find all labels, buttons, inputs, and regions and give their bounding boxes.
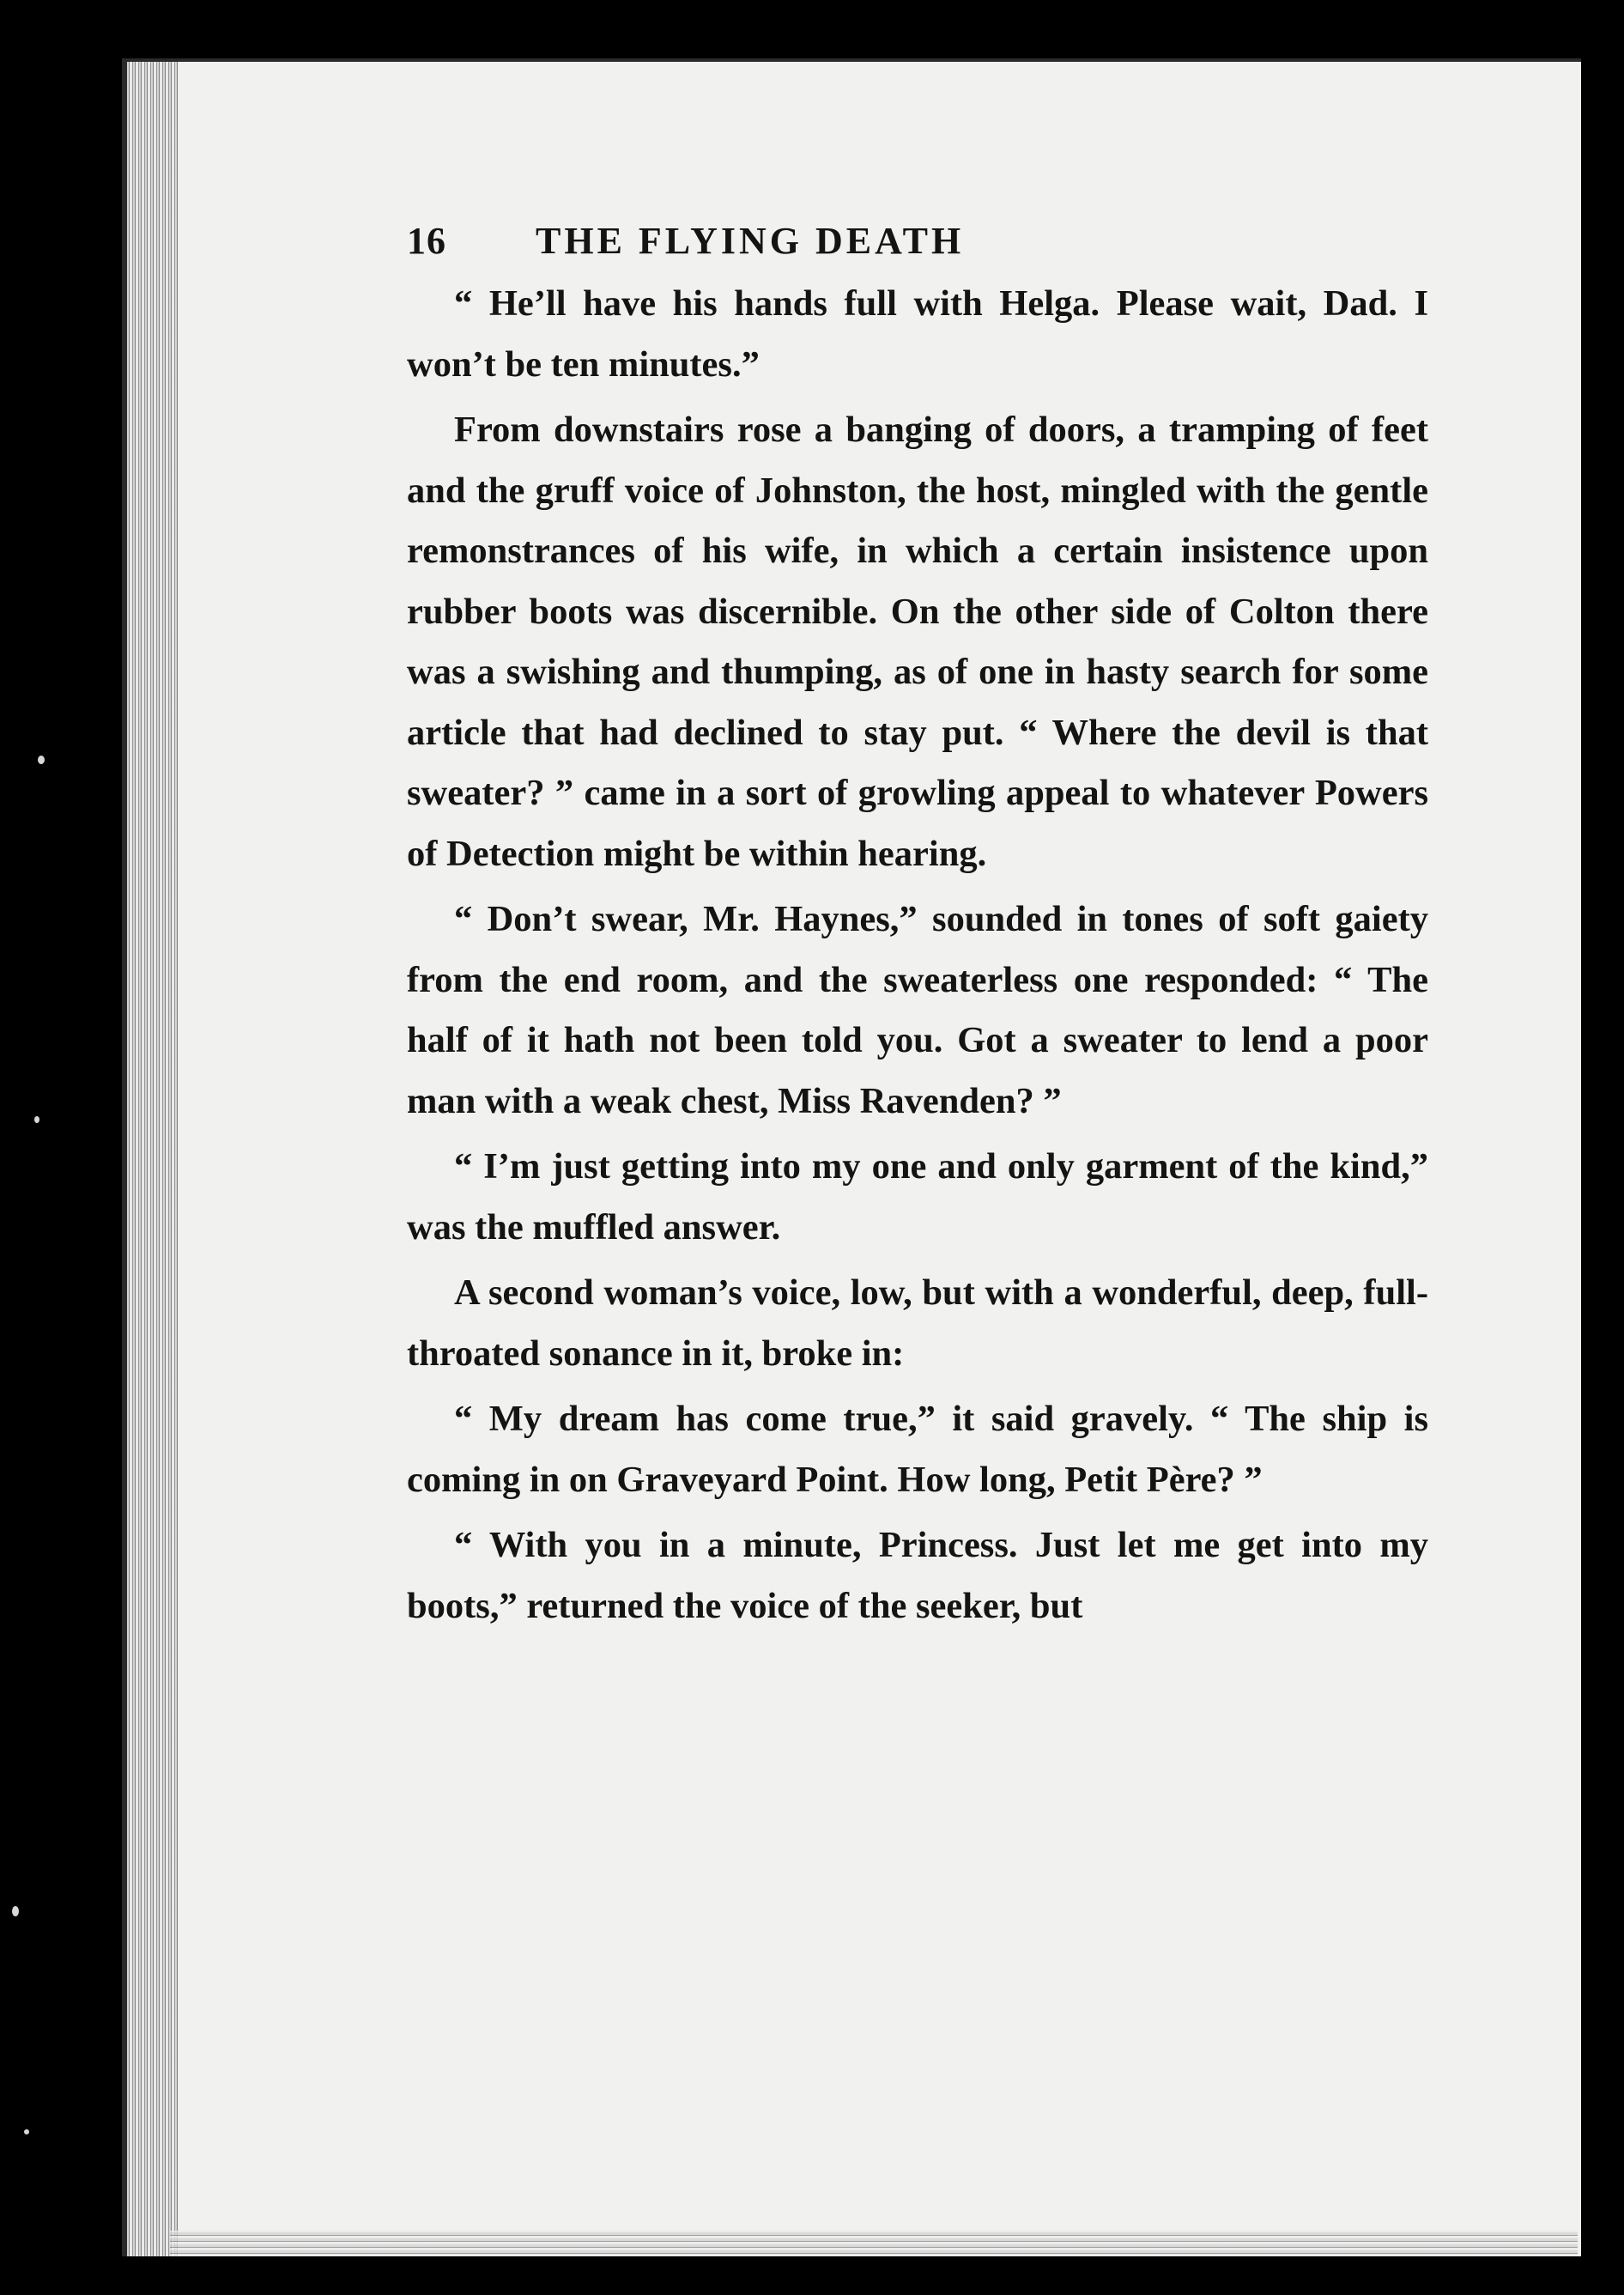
paragraph: From downstairs rose a banging of doors, a tramping of feet and the gruff voice of Johnston, the host, mingled with the gentle remonstrances of his wife, in which a certain insistence upon rubber boots was discernible. On the other side of Colton there was a swishing and thumping, as of one in hasty search for some article that had declined to stay put. “ Where the devil is that sweater? ” came in a sort of growling appeal to whatever Powers of Detection might be within hearing. — [407, 410, 1428, 874]
paragraph: “ He’ll have his hands full with Helga. Please wait, Dad. I won’t be ten minutes.” — [407, 283, 1428, 385]
paragraph: “ I’m just getting into my one and only garment of the kind,” was the muffled answer. — [407, 1146, 1428, 1248]
page-number: 16 — [407, 220, 446, 262]
margin-speck — [34, 1116, 39, 1123]
book-spine-edge — [127, 62, 179, 2256]
margin-speck — [12, 1906, 19, 1916]
margin-speck — [38, 756, 45, 764]
paragraph: “ With you in a minute, Princess. Just let me get into my boots,” returned the voice of the seeker, but — [407, 1525, 1428, 1626]
paragraph: A second woman’s voice, low, but with a wonderful, deep, full-throated sonance in it, broke in: — [407, 1272, 1428, 1374]
running-title: THE FLYING DEATH — [536, 220, 965, 262]
page-bottom-edge — [170, 2231, 1578, 2256]
paragraph: “ My dream has come true,” it said gravely. “ The ship is coming in on Graveyard Point. How long, Petit Père? ” — [407, 1399, 1428, 1500]
margin-speck — [24, 2129, 29, 2134]
running-head — [407, 219, 1428, 274]
page-text-block — [407, 219, 1428, 1642]
paragraph: “ Don’t swear, Mr. Haynes,” sounded in tones of soft gaiety from the end room, and the sweaterless one responded: “ The half of it hath not been told you. Got a sweater to lend a poor man with a weak chest, Miss Ravenden? ” — [407, 899, 1428, 1121]
